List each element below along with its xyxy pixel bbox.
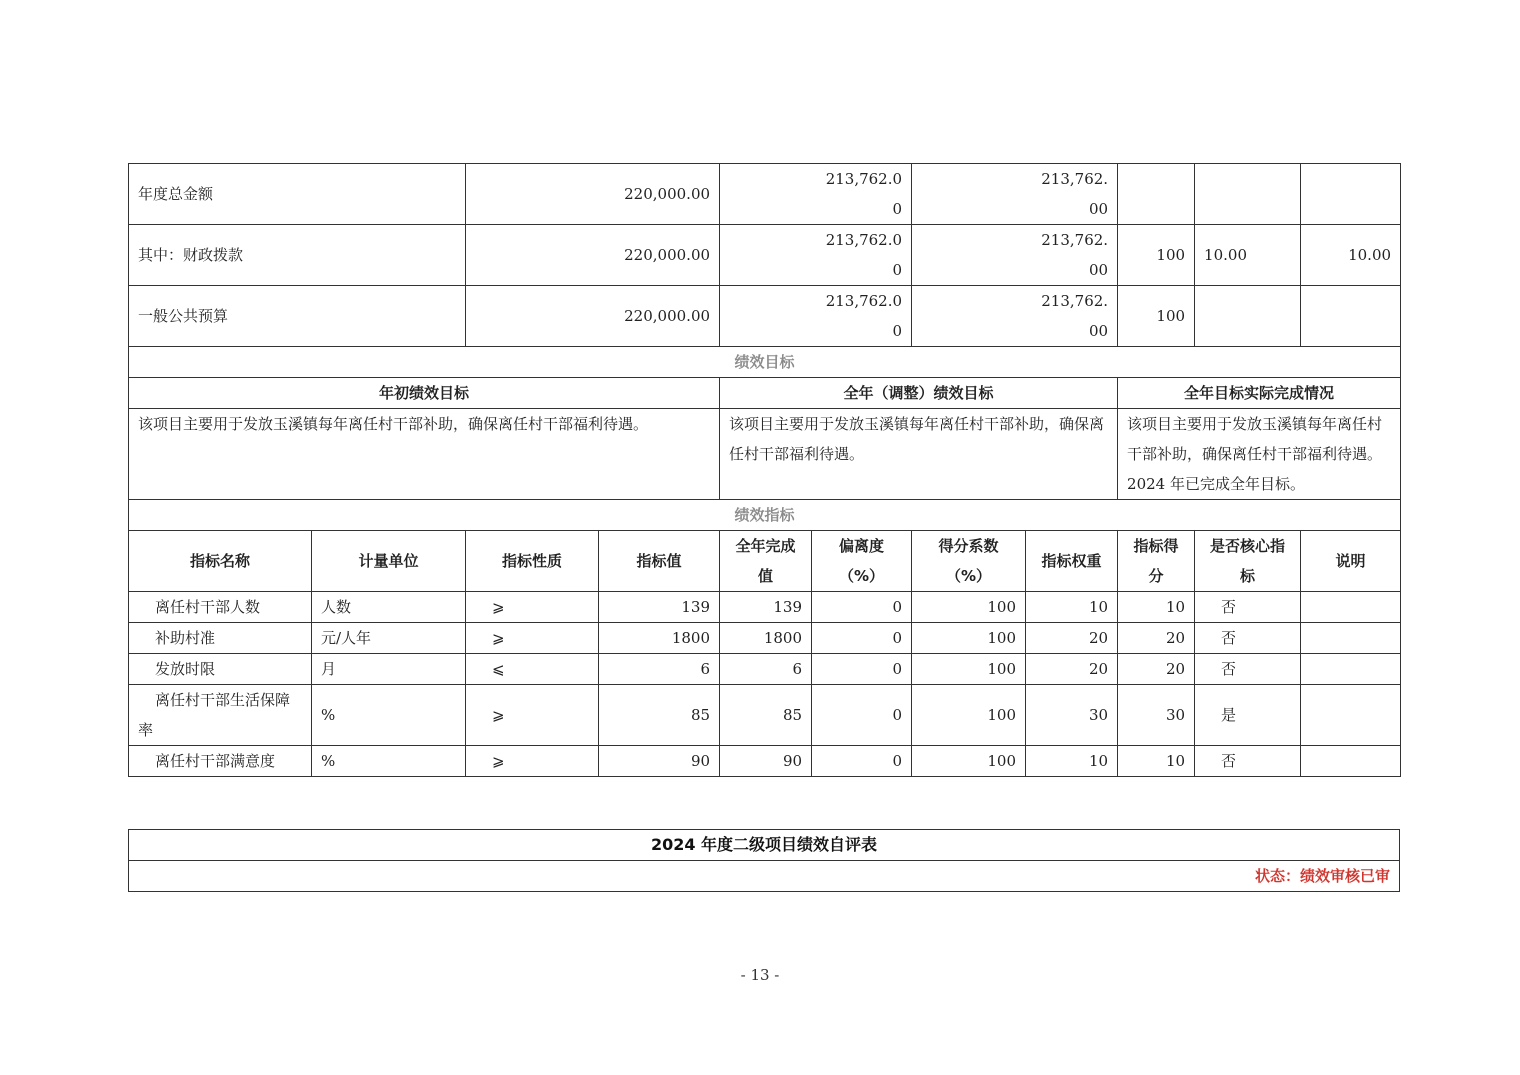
next-table-title-row — [129, 830, 1400, 861]
indicator-score: 30 — [1118, 685, 1195, 746]
goals-header-adjusted: 全年（调整）绩效目标 — [720, 378, 1118, 409]
indicator-coef: 100 — [912, 623, 1026, 654]
indicators-header-row — [129, 531, 1401, 592]
indicator-weight: 10 — [1026, 746, 1118, 777]
table-row — [129, 592, 1401, 623]
indicator-unit: 人数 — [312, 592, 466, 623]
page-number: - 13 - — [740, 966, 780, 984]
fund-executed: 213,762. 00 — [912, 286, 1118, 347]
indicator-nature: ⩽ — [466, 654, 599, 685]
fund-budget: 220,000.00 — [466, 286, 720, 347]
indicator-note — [1301, 592, 1401, 623]
indicator-target: 139 — [599, 592, 720, 623]
indicator-unit: 元/人年 — [312, 623, 466, 654]
goals-header-initial: 年初绩效目标 — [129, 378, 720, 409]
indicator-weight: 20 — [1026, 623, 1118, 654]
table-row — [129, 623, 1401, 654]
fund-rate: 100 — [1118, 286, 1195, 347]
indicator-score: 20 — [1118, 623, 1195, 654]
header-weight: 指标权重 — [1026, 531, 1118, 592]
table-row — [129, 685, 1401, 746]
fund-executed: 213,762. 00 — [912, 225, 1118, 286]
header-target: 指标值 — [599, 531, 720, 592]
fund-adjusted: 213,762.0 0 — [720, 286, 912, 347]
fund-score — [1301, 286, 1401, 347]
indicator-core: 否 — [1195, 592, 1301, 623]
indicator-deviation: 0 — [812, 623, 912, 654]
fund-score-weight — [1195, 164, 1301, 225]
indicator-core: 否 — [1195, 746, 1301, 777]
header-coef: 得分系数（%） — [912, 531, 1026, 592]
indicator-note — [1301, 654, 1401, 685]
indicator-name: 离任村干部人数 — [129, 592, 312, 623]
fund-rate — [1118, 164, 1195, 225]
table-row — [129, 654, 1401, 685]
goal-initial-text: 该项目主要用于发放玉溪镇每年离任村干部补助，确保离任村干部福利待遇。 — [129, 409, 720, 500]
indicator-name: 离任村干部满意度 — [129, 746, 312, 777]
indicator-core: 否 — [1195, 654, 1301, 685]
goals-content-row — [129, 409, 1401, 500]
indicator-unit: % — [312, 685, 466, 746]
fund-score: 10.00 — [1301, 225, 1401, 286]
indicator-target: 85 — [599, 685, 720, 746]
fund-budget: 220,000.00 — [466, 225, 720, 286]
fund-adjusted: 213,762.0 0 — [720, 225, 912, 286]
fund-label: 其中：财政拨款 — [129, 225, 466, 286]
fund-score-weight: 10.00 — [1195, 225, 1301, 286]
indicator-coef: 100 — [912, 654, 1026, 685]
fund-label: 一般公共预算 — [129, 286, 466, 347]
indicator-score: 20 — [1118, 654, 1195, 685]
fund-row-general — [129, 286, 1401, 347]
fund-executed: 213,762. 00 — [912, 164, 1118, 225]
indicator-weight: 10 — [1026, 592, 1118, 623]
fund-label: 年度总金额 — [129, 164, 466, 225]
indicator-nature: ⩾ — [466, 623, 599, 654]
goals-header-row — [129, 378, 1401, 409]
indicator-deviation: 0 — [812, 685, 912, 746]
table-row — [129, 746, 1401, 777]
goals-section-row — [129, 347, 1401, 378]
indicator-coef: 100 — [912, 685, 1026, 746]
fund-adjusted: 213,762.0 0 — [720, 164, 912, 225]
indicator-actual: 85 — [720, 685, 812, 746]
indicator-nature: ⩾ — [466, 746, 599, 777]
header-actual: 全年完成值 — [720, 531, 812, 592]
header-unit: 计量单位 — [312, 531, 466, 592]
indicator-weight: 30 — [1026, 685, 1118, 746]
indicator-actual: 1800 — [720, 623, 812, 654]
goals-header-actual: 全年目标实际完成情况 — [1118, 378, 1401, 409]
indicator-name: 补助村准 — [129, 623, 312, 654]
header-score: 指标得分 — [1118, 531, 1195, 592]
indicator-note — [1301, 623, 1401, 654]
indicator-unit: 月 — [312, 654, 466, 685]
fund-row-fiscal — [129, 225, 1401, 286]
indicator-coef: 100 — [912, 746, 1026, 777]
indicator-name: 离任村干部生活保障率 — [129, 685, 312, 746]
goal-adjusted-text: 该项目主要用于发放玉溪镇每年离任村干部补助，确保离任村干部福利待遇。 — [720, 409, 1118, 500]
status-badge: 状态：绩效审核已审 — [129, 861, 1400, 892]
fund-rate: 100 — [1118, 225, 1195, 286]
performance-table — [128, 163, 1401, 777]
indicator-note — [1301, 685, 1401, 746]
indicator-name: 发放时限 — [129, 654, 312, 685]
header-deviation: 偏离度（%） — [812, 531, 912, 592]
indicators-section-title: 绩效指标 — [129, 500, 1401, 531]
indicator-unit: % — [312, 746, 466, 777]
header-core: 是否核心指标 — [1195, 531, 1301, 592]
indicator-target: 6 — [599, 654, 720, 685]
next-table-status-row — [129, 861, 1400, 892]
indicator-core: 是 — [1195, 685, 1301, 746]
indicator-coef: 100 — [912, 592, 1026, 623]
indicators-section-row — [129, 500, 1401, 531]
indicator-actual: 139 — [720, 592, 812, 623]
fund-score-weight — [1195, 286, 1301, 347]
goals-section-title: 绩效目标 — [129, 347, 1401, 378]
indicator-target: 90 — [599, 746, 720, 777]
indicator-note — [1301, 746, 1401, 777]
next-table-title: 2024 年度二级项目绩效自评表 — [129, 830, 1400, 861]
fund-budget: 220,000.00 — [466, 164, 720, 225]
indicator-score: 10 — [1118, 746, 1195, 777]
indicator-deviation: 0 — [812, 654, 912, 685]
indicator-weight: 20 — [1026, 654, 1118, 685]
indicator-actual: 6 — [720, 654, 812, 685]
indicator-core: 否 — [1195, 623, 1301, 654]
header-indicator-name: 指标名称 — [129, 531, 312, 592]
indicator-nature: ⩾ — [466, 592, 599, 623]
header-note: 说明 — [1301, 531, 1401, 592]
indicator-actual: 90 — [720, 746, 812, 777]
indicator-nature: ⩾ — [466, 685, 599, 746]
indicator-target: 1800 — [599, 623, 720, 654]
fund-score — [1301, 164, 1401, 225]
goal-actual-text: 该项目主要用于发放玉溪镇每年离任村干部补助，确保离任村干部福利待遇。2024 年已完成全年目标。 — [1118, 409, 1401, 500]
next-table-header — [128, 829, 1400, 892]
indicator-deviation: 0 — [812, 746, 912, 777]
indicator-score: 10 — [1118, 592, 1195, 623]
indicator-deviation: 0 — [812, 592, 912, 623]
header-nature: 指标性质 — [466, 531, 599, 592]
fund-row-total — [129, 164, 1401, 225]
